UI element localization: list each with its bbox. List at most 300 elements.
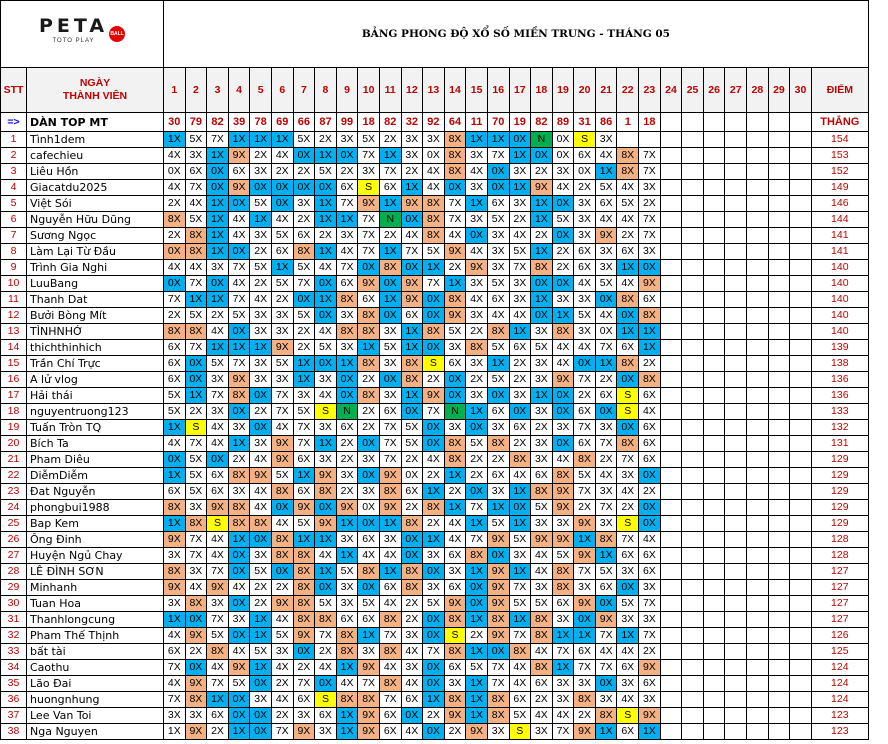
member-name: Liêu Hồn <box>27 164 164 180</box>
result-cell: 9X <box>315 516 337 532</box>
result-cell: 0X <box>595 324 617 340</box>
result-cell: 3X <box>595 692 617 708</box>
result-cell: 5X <box>617 196 639 212</box>
result-cell: 3X <box>574 292 596 308</box>
member-score: 123 <box>811 724 868 740</box>
result-cell: 5X <box>336 564 358 580</box>
result-cell: 0X <box>444 372 466 388</box>
dan-top-value: 82 <box>207 113 229 132</box>
empty-cell <box>790 260 812 276</box>
result-cell: S <box>617 708 639 724</box>
empty-cell <box>703 612 725 628</box>
result-cell: 3X <box>250 356 272 372</box>
result-cell: 4X <box>379 548 401 564</box>
result-cell: 3X <box>531 452 553 468</box>
result-cell: 7X <box>574 484 596 500</box>
result-cell: 1X <box>207 292 229 308</box>
result-cell: 8X <box>358 692 380 708</box>
empty-cell <box>725 500 747 516</box>
result-cell: 6X <box>444 660 466 676</box>
empty-cell <box>660 468 682 484</box>
empty-cell <box>682 468 704 484</box>
result-cell: 1X <box>509 324 531 340</box>
result-cell: 6X <box>358 292 380 308</box>
empty-cell <box>790 404 812 420</box>
row-stt: 2 <box>1 148 27 164</box>
empty-cell <box>682 692 704 708</box>
result-cell: 0X <box>487 644 509 660</box>
result-cell: 6X <box>574 244 596 260</box>
empty-cell <box>660 548 682 564</box>
result-cell: 4X <box>531 564 553 580</box>
result-cell: 6X <box>164 484 186 500</box>
empty-cell <box>790 468 812 484</box>
empty-cell <box>768 164 790 180</box>
header-day-2: 2 <box>185 68 207 113</box>
result-cell: 2X <box>552 244 574 260</box>
empty-cell <box>790 660 812 676</box>
row-stt: 33 <box>1 644 27 660</box>
empty-cell <box>682 612 704 628</box>
result-cell: 7X <box>293 436 315 452</box>
result-cell: 9X <box>401 276 423 292</box>
result-cell: 3X <box>336 532 358 548</box>
result-cell: 6X <box>487 404 509 420</box>
result-cell: 7X <box>639 212 661 228</box>
empty-cell <box>682 516 704 532</box>
result-cell: 9X <box>574 724 596 740</box>
result-cell: 8X <box>358 308 380 324</box>
result-cell: 8X <box>271 532 293 548</box>
dan-top-value: 92 <box>423 113 445 132</box>
result-cell: 7X <box>639 148 661 164</box>
result-cell: 0X <box>228 324 250 340</box>
result-cell: 3X <box>401 148 423 164</box>
empty-cell <box>790 292 812 308</box>
empty-cell <box>747 436 769 452</box>
empty-cell <box>790 580 812 596</box>
result-cell: 1X <box>315 564 337 580</box>
result-cell: 8X <box>315 612 337 628</box>
result-cell: 8X <box>595 532 617 548</box>
result-cell: 3X <box>315 452 337 468</box>
result-cell: 7X <box>423 404 445 420</box>
empty-cell <box>725 532 747 548</box>
header-day-20: 20 <box>574 68 596 113</box>
result-cell: 9X <box>639 708 661 724</box>
result-cell: 5X <box>250 260 272 276</box>
empty-cell <box>768 372 790 388</box>
result-cell: 4X <box>271 420 293 436</box>
empty-cell <box>703 596 725 612</box>
empty-cell <box>725 196 747 212</box>
result-cell: 2X <box>271 164 293 180</box>
empty-cell <box>703 180 725 196</box>
result-cell: 8X <box>444 292 466 308</box>
result-cell: 2X <box>639 356 661 372</box>
result-cell: 4X <box>250 484 272 500</box>
result-cell: 8X <box>531 484 553 500</box>
result-cell: 3X <box>164 708 186 724</box>
result-cell: 1X <box>487 500 509 516</box>
result-cell: 6X <box>444 580 466 596</box>
result-cell: 4X <box>207 532 229 548</box>
result-cell: 3X <box>250 324 272 340</box>
result-cell: 2X <box>509 372 531 388</box>
result-cell: 5X <box>423 244 445 260</box>
empty-cell <box>703 196 725 212</box>
result-cell: 2X <box>336 436 358 452</box>
table-row <box>1 132 869 148</box>
header-day-26: 26 <box>703 68 725 113</box>
result-cell: 3X <box>639 580 661 596</box>
result-cell: 2X <box>639 644 661 660</box>
result-cell: 1X <box>639 724 661 740</box>
result-cell: 7X <box>271 388 293 404</box>
result-cell: 8X <box>617 356 639 372</box>
result-cell: 2X <box>250 148 272 164</box>
table-row <box>1 580 869 596</box>
result-cell: 3X <box>250 436 272 452</box>
result-cell: 1X <box>293 468 315 484</box>
result-cell: 5X <box>401 420 423 436</box>
result-cell: 7X <box>207 132 229 148</box>
result-cell: 3X <box>336 340 358 356</box>
result-cell: 7X <box>228 260 250 276</box>
result-cell: 1X <box>315 292 337 308</box>
dan-top-value: 79 <box>185 113 207 132</box>
result-cell: 2X <box>315 228 337 244</box>
member-score: 124 <box>811 676 868 692</box>
empty-cell <box>790 308 812 324</box>
header-thanh-vien: THÀNH VIÊN <box>62 90 128 102</box>
result-cell: 1X <box>228 340 250 356</box>
member-name: Đat Nguyễn <box>27 484 164 500</box>
result-cell: 1X <box>207 340 229 356</box>
result-cell: 7X <box>639 228 661 244</box>
result-cell: 4X <box>423 452 445 468</box>
result-cell: 2X <box>401 500 423 516</box>
empty-cell <box>790 324 812 340</box>
member-name: Tình1dem <box>27 132 164 148</box>
result-cell: 6X <box>595 580 617 596</box>
result-cell: 0X <box>315 676 337 692</box>
empty-cell <box>703 452 725 468</box>
result-cell: 8X <box>185 244 207 260</box>
result-cell: 3X <box>531 724 553 740</box>
result-cell: 1X <box>250 132 272 148</box>
result-cell: 2X <box>250 404 272 420</box>
empty-cell <box>703 500 725 516</box>
result-cell: 9X <box>185 676 207 692</box>
result-cell: 3X <box>185 500 207 516</box>
result-cell: 8X <box>552 564 574 580</box>
empty-cell <box>682 388 704 404</box>
result-cell: 1X <box>336 516 358 532</box>
empty-cell <box>747 644 769 660</box>
result-cell: 3X <box>617 468 639 484</box>
table-row <box>1 260 869 276</box>
result-cell: 8X <box>358 324 380 340</box>
empty-cell <box>790 113 812 132</box>
member-name: Nga Nguyen <box>27 724 164 740</box>
result-cell: 0X <box>574 356 596 372</box>
result-cell: 9X <box>487 628 509 644</box>
result-cell: 3X <box>595 260 617 276</box>
dan-top-value: 32 <box>401 113 423 132</box>
empty-cell <box>768 500 790 516</box>
result-cell: 3X <box>466 356 488 372</box>
dan-top-marker: => <box>1 113 27 132</box>
dan-top-value: 89 <box>552 113 574 132</box>
result-cell: 3X <box>185 148 207 164</box>
result-cell: 0X <box>595 404 617 420</box>
result-cell: 9X <box>271 452 293 468</box>
result-cell: S <box>617 404 639 420</box>
result-cell: 6X <box>617 340 639 356</box>
result-cell: 1X <box>293 372 315 388</box>
empty-cell <box>790 452 812 468</box>
result-cell: 0X <box>228 196 250 212</box>
result-cell: 4X <box>552 452 574 468</box>
result-cell: 8X <box>444 452 466 468</box>
empty-cell <box>703 580 725 596</box>
empty-cell <box>768 564 790 580</box>
result-cell: 1X <box>509 180 531 196</box>
result-cell: 2X <box>423 468 445 484</box>
result-cell: 5X <box>293 132 315 148</box>
result-cell: 8X <box>639 308 661 324</box>
empty-cell <box>768 148 790 164</box>
empty-cell <box>747 420 769 436</box>
result-cell: 7X <box>358 676 380 692</box>
empty-cell <box>703 548 725 564</box>
table-row <box>1 484 869 500</box>
result-cell: 4X <box>228 228 250 244</box>
result-cell: 7X <box>509 260 531 276</box>
empty-cell <box>790 644 812 660</box>
empty-cell <box>725 340 747 356</box>
result-cell: 7X <box>379 164 401 180</box>
result-cell: 6X <box>207 708 229 724</box>
empty-cell <box>703 340 725 356</box>
result-cell: 3X <box>250 308 272 324</box>
result-cell: 0X <box>466 484 488 500</box>
result-cell: 4X <box>574 340 596 356</box>
result-cell: 3X <box>423 548 445 564</box>
empty-cell <box>747 228 769 244</box>
result-cell: 7X <box>595 500 617 516</box>
result-cell: 0X <box>639 516 661 532</box>
empty-cell <box>768 724 790 740</box>
result-cell: 8X <box>617 148 639 164</box>
empty-cell <box>768 436 790 452</box>
empty-cell <box>747 196 769 212</box>
empty-cell <box>747 132 769 148</box>
result-cell: 4X <box>271 612 293 628</box>
result-cell: 4X <box>164 436 186 452</box>
result-cell: 7X <box>336 260 358 276</box>
result-cell: 3X <box>552 516 574 532</box>
result-cell: 0X <box>487 180 509 196</box>
empty-cell <box>617 132 639 148</box>
result-cell: 4X <box>531 548 553 564</box>
table-row <box>1 340 869 356</box>
empty-cell <box>703 244 725 260</box>
result-cell: 1X <box>574 532 596 548</box>
result-cell: 2X <box>401 596 423 612</box>
result-cell: 3X <box>617 564 639 580</box>
result-cell: 2X <box>250 596 272 612</box>
empty-cell <box>768 548 790 564</box>
result-cell: 8X <box>423 196 445 212</box>
result-cell: 0X <box>552 148 574 164</box>
result-cell: 0X <box>423 660 445 676</box>
member-name: Giacatdu2025 <box>27 180 164 196</box>
empty-cell <box>682 308 704 324</box>
result-cell: 1X <box>487 356 509 372</box>
header-day-22: 22 <box>617 68 639 113</box>
result-cell: 4X <box>617 212 639 228</box>
result-cell: 4X <box>185 260 207 276</box>
result-cell: 7X <box>595 436 617 452</box>
table-row <box>1 324 869 340</box>
result-cell: 4X <box>552 180 574 196</box>
result-cell: 1X <box>595 356 617 372</box>
result-cell: 0X <box>271 180 293 196</box>
result-cell: 7X <box>617 452 639 468</box>
member-score: 129 <box>811 468 868 484</box>
dan-top-value: 11 <box>466 113 488 132</box>
result-cell: 3X <box>228 420 250 436</box>
result-cell: 4X <box>531 708 553 724</box>
result-cell: 8X <box>228 468 250 484</box>
result-cell: 4X <box>444 532 466 548</box>
result-cell: 6X <box>379 724 401 740</box>
table-row <box>1 372 869 388</box>
empty-cell <box>682 676 704 692</box>
row-stt: 30 <box>1 596 27 612</box>
result-cell: 4X <box>639 532 661 548</box>
empty-cell <box>790 532 812 548</box>
result-cell: 3X <box>444 340 466 356</box>
result-cell: 1X <box>639 324 661 340</box>
result-cell: 1X <box>466 564 488 580</box>
empty-cell <box>703 436 725 452</box>
result-cell: 1X <box>228 436 250 452</box>
empty-cell <box>768 580 790 596</box>
empty-cell <box>682 372 704 388</box>
result-cell: 9X <box>595 612 617 628</box>
result-cell: 6X <box>164 340 186 356</box>
result-cell: 4X <box>552 356 574 372</box>
member-name: Tuan Hoa <box>27 596 164 612</box>
result-cell: 1X <box>315 212 337 228</box>
result-cell: 3X <box>358 164 380 180</box>
result-cell: 0X <box>552 436 574 452</box>
empty-cell <box>703 228 725 244</box>
result-cell: 4X <box>207 660 229 676</box>
empty-cell <box>682 548 704 564</box>
result-cell: 8X <box>531 612 553 628</box>
result-cell: S <box>207 516 229 532</box>
result-cell: 7X <box>595 340 617 356</box>
result-cell: 8X <box>164 564 186 580</box>
result-cell: 2X <box>358 372 380 388</box>
dan-top-value: 99 <box>336 113 358 132</box>
result-cell: 0X <box>250 708 272 724</box>
empty-cell <box>725 308 747 324</box>
row-stt: 9 <box>1 260 27 276</box>
result-cell: 7X <box>379 436 401 452</box>
result-cell: 4X <box>315 388 337 404</box>
result-cell: 4X <box>401 644 423 660</box>
result-cell: 6X <box>164 644 186 660</box>
result-cell: 9X <box>228 180 250 196</box>
empty-cell <box>747 180 769 196</box>
result-cell: 3X <box>379 532 401 548</box>
empty-cell <box>725 324 747 340</box>
result-cell: 3X <box>487 244 509 260</box>
empty-cell <box>725 388 747 404</box>
result-cell: 7X <box>293 276 315 292</box>
result-cell: 6X <box>552 596 574 612</box>
result-cell: 6X <box>207 468 229 484</box>
result-cell: 3X <box>487 420 509 436</box>
result-cell: 4X <box>228 212 250 228</box>
result-cell: 1X <box>531 292 553 308</box>
result-cell: 9X <box>531 180 553 196</box>
result-cell: 4X <box>228 644 250 660</box>
result-cell: 0X <box>466 420 488 436</box>
result-cell: 1X <box>509 564 531 580</box>
logo-text: PETA <box>38 15 109 37</box>
empty-cell <box>725 612 747 628</box>
row-stt: 4 <box>1 180 27 196</box>
result-cell: 4X <box>315 548 337 564</box>
member-name: Sương Ngọc <box>27 228 164 244</box>
result-cell: 0X <box>552 388 574 404</box>
result-cell: 5X <box>423 596 445 612</box>
result-cell: 3X <box>250 692 272 708</box>
result-cell: 0X <box>617 580 639 596</box>
result-cell: 2X <box>271 708 293 724</box>
empty-cell <box>703 113 725 132</box>
dan-top-value: 82 <box>531 113 553 132</box>
empty-cell <box>703 564 725 580</box>
empty-cell <box>747 532 769 548</box>
empty-cell <box>703 212 725 228</box>
result-cell: 5X <box>509 596 531 612</box>
result-cell: 0X <box>574 612 596 628</box>
member-score: 133 <box>811 404 868 420</box>
result-cell: 2X <box>336 484 358 500</box>
result-cell: 2X <box>552 260 574 276</box>
result-cell: 3X <box>271 324 293 340</box>
empty-cell <box>747 468 769 484</box>
member-score: 123 <box>811 708 868 724</box>
result-cell: 0X <box>595 292 617 308</box>
page-title: BẢNG PHONG ĐỘ XỔ SỐ MIỀN TRUNG - THÁNG 05 <box>164 1 869 68</box>
result-cell: 0X <box>379 372 401 388</box>
result-cell: 3X <box>444 420 466 436</box>
empty-cell <box>768 484 790 500</box>
result-cell: 9X <box>207 500 229 516</box>
empty-cell <box>725 676 747 692</box>
member-name: bất tài <box>27 644 164 660</box>
result-cell: 6X <box>293 228 315 244</box>
empty-cell <box>747 404 769 420</box>
